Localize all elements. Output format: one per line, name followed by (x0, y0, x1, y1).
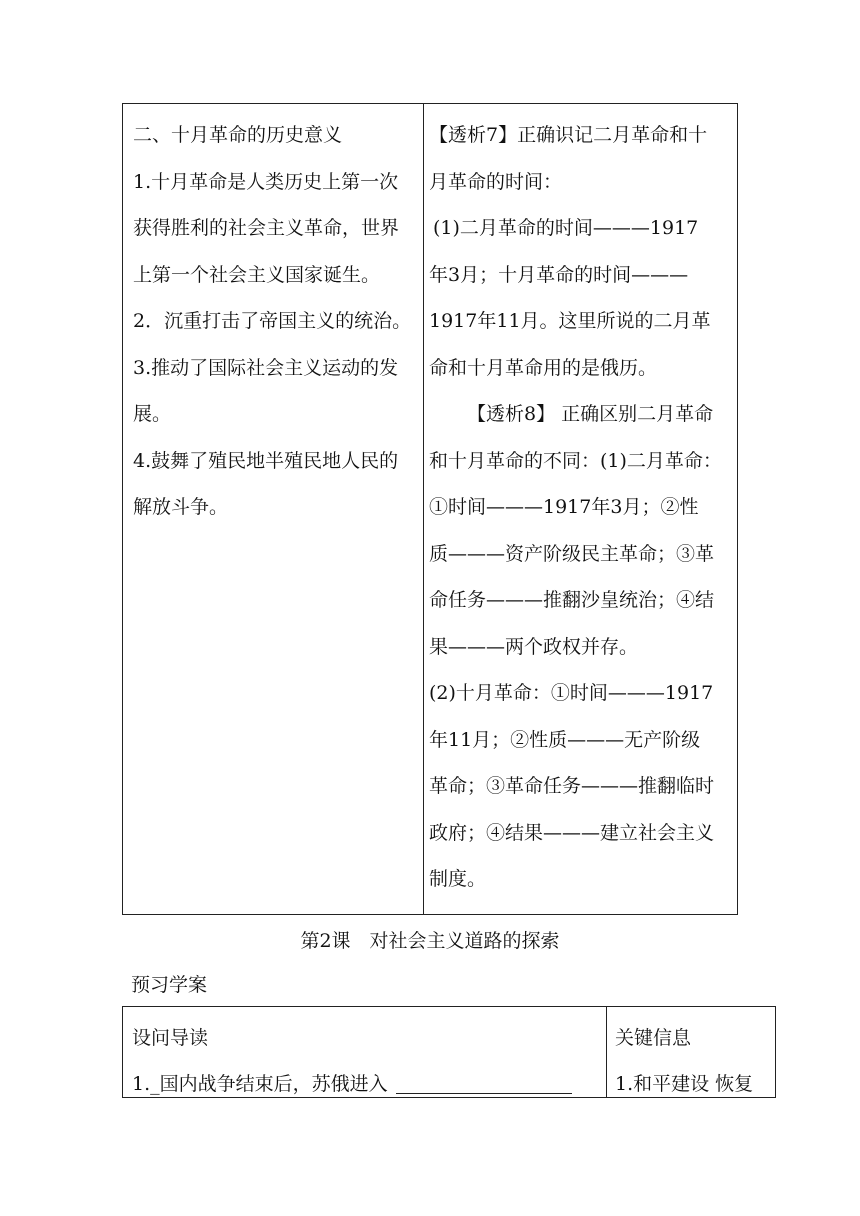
answer-blank[interactable] (396, 1073, 572, 1094)
column-header: 关键信息 (615, 1027, 692, 1049)
text-line: 1917年11月。这里所说的二月革 (429, 310, 711, 332)
text-line: 4.鼓舞了殖民地半殖民地人民的 (133, 449, 399, 472)
significance-cell (133, 112, 421, 531)
text-line: 命任务———推翻沙皇统治；④结 (429, 589, 715, 611)
section-label: 预习学案 (131, 974, 208, 996)
text-line: 上第一个社会主义国家诞生。 (133, 263, 381, 286)
text-line: 1.十月革命是人类历史上第一次 (133, 170, 399, 193)
text-line: 展。 (133, 403, 172, 425)
text-line: 果———两个政权并存。 (429, 635, 639, 658)
text-line: 质———资产阶级民主革命；③革 (429, 542, 715, 565)
analysis-table (122, 103, 738, 915)
text-line: 年3月；十月革命的时间——— (429, 263, 689, 286)
text-line: 命和十月革命用的是俄历。 (429, 356, 658, 379)
column-divider (606, 1007, 607, 1097)
key-info-cell (615, 1015, 753, 1107)
preview-table (122, 1006, 776, 1098)
text-line: 政府；④结果———建立社会主义 (429, 821, 715, 844)
section-heading: 二、十月革命的历史意义 (133, 124, 343, 146)
column-divider (423, 104, 424, 914)
text-line: (1)二月革命的时间———1917 (433, 217, 699, 239)
answer-line: 1.和平建设 恢复 (615, 1073, 754, 1095)
question-line (132, 1061, 572, 1107)
guided-questions-cell (132, 1015, 572, 1107)
text-line: 解放斗争。 (133, 496, 229, 518)
lesson-title: 第2课 对社会主义道路的探索 (300, 930, 560, 952)
text-line: 获得胜利的社会主义革命，世界 (133, 217, 400, 239)
text-line: 2．沉重打击了帝国主义的统治。 (133, 310, 412, 332)
text-line: 和十月革命的不同：(1)二月革命： (429, 449, 722, 472)
text-line: (2)十月革命：①时间———1917 (429, 682, 714, 704)
text-line: 年11月；②性质———无产阶级 (429, 728, 701, 751)
text-line: 【透析7】正确识记二月革命和十 (429, 124, 708, 146)
text-line: 制度。 (429, 868, 487, 890)
text-line: 【透析8】 正确区别二月革命 (467, 403, 714, 425)
column-header: 设问导读 (132, 1027, 209, 1049)
text-line: 月革命的时间： (429, 170, 563, 193)
text-line: ①时间———1917年3月；②性 (429, 496, 699, 518)
text-line: 3.推动了国际社会主义运动的发 (133, 356, 399, 379)
question-text: 1._国内战争结束后，苏俄进入 (132, 1073, 388, 1095)
text-line: 革命；③革命任务———推翻临时 (429, 775, 715, 797)
analysis-cell (429, 112, 735, 903)
